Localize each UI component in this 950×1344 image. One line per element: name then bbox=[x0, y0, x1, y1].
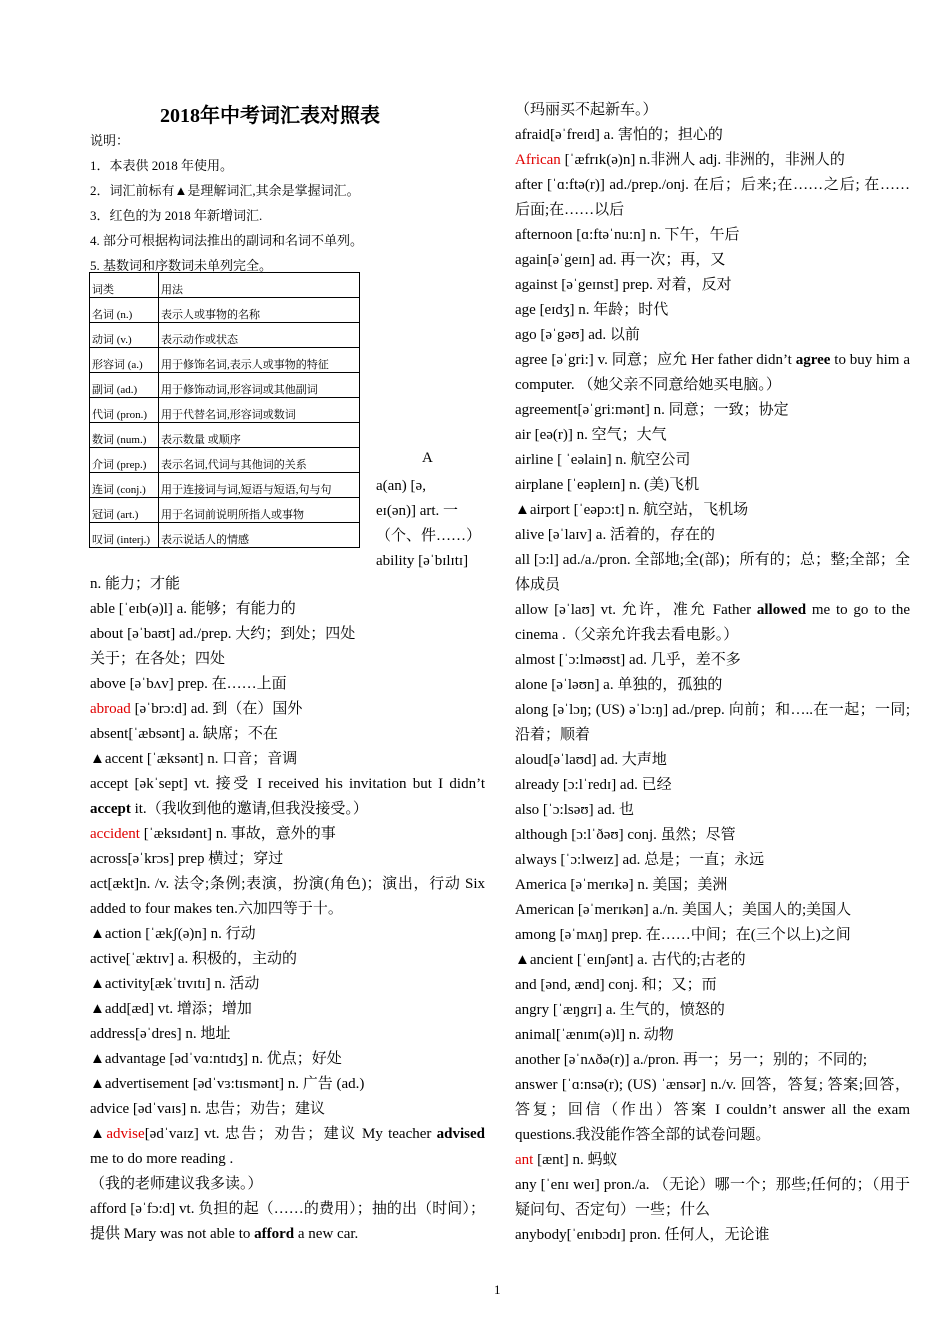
side-line: a(an) [ə, bbox=[376, 478, 426, 494]
side-line: ability [əˈbɪlɪtɪ] bbox=[376, 553, 469, 569]
word-entry: act[ækt]n. /v. 法令;条例;表演，扮演(角色)；演出，行动 Six added to four makes ten.六加四等于十。 bbox=[90, 876, 485, 917]
side-entries bbox=[376, 474, 486, 574]
part-of-speech-table bbox=[89, 272, 360, 548]
table-cell: 表示名词,代词与其他词的关系 bbox=[159, 448, 360, 473]
word-entry: absent[ˈæbsənt] a. 缺席；不在 bbox=[90, 726, 278, 742]
word-entry: about [əˈbaʊt] ad./prep. 大约；到处；四处 bbox=[90, 626, 356, 642]
table-header-row bbox=[90, 273, 360, 298]
word-entry: agreement[əˈgri:mənt] n. 同意；一致；协定 bbox=[515, 402, 789, 418]
word-entry: accept [əkˈsept] vt. 接受 I received his invitation but I didn’t accept it.（我收到他的邀请,但我没接受。） bbox=[90, 776, 485, 817]
word-entry: across[əˈkrɔs] prep 横过；穿过 bbox=[90, 851, 284, 867]
table-cell: 叹词 (interj.) bbox=[90, 523, 159, 548]
word-entry: accident [ˈæksɪdənt] n. 事故，意外的事 bbox=[90, 826, 336, 842]
word-entry: afternoon [ɑ:ftəˈnu:n] n. 下午，午后 bbox=[515, 227, 740, 243]
word-entry: airplane [ˈeəpleɪn] n. (美)飞机 bbox=[515, 477, 700, 493]
table-cell: 形容词 (a.) bbox=[90, 348, 159, 373]
word-entry: among [əˈmʌŋ] prep. 在……中间；在(三个以上)之间 bbox=[515, 927, 851, 943]
right-column bbox=[515, 98, 910, 1248]
word-entry: America [əˈmerɪkə] n. 美国；美洲 bbox=[515, 877, 728, 893]
table-cell: 用于代替名词,形容词或数词 bbox=[159, 398, 360, 423]
word-entry: American [əˈmerɪkən] a./n. 美国人；美国人的;美国人 bbox=[515, 902, 852, 918]
word-entry: against [əˈgeɪnst] prep. 对着，反对 bbox=[515, 277, 732, 293]
table-row bbox=[90, 523, 360, 548]
left-column bbox=[90, 572, 485, 1247]
word-entry: already [ɔ:lˈredɪ] ad. 已经 bbox=[515, 777, 672, 793]
table-row bbox=[90, 348, 360, 373]
word-entry: agree [əˈgri:] v. 同意；应允 Her father didn’t agree to buy him a computer. （她父亲不同意给她买电脑。） bbox=[515, 352, 910, 393]
word-entry: abroad [əˈbrɔ:d] ad. 到（在）国外 bbox=[90, 701, 303, 717]
table-row bbox=[90, 373, 360, 398]
word-entry: and [ənd, ænd] conj. 和；又；而 bbox=[515, 977, 717, 993]
page-number: 1 bbox=[494, 1282, 501, 1297]
table-cell: 表示动作或状态 bbox=[159, 323, 360, 348]
table-row bbox=[90, 298, 360, 323]
new-word: African bbox=[515, 152, 561, 168]
word-entry: anybody[ˈenɪbɔdɪ] pron. 任何人，无论谁 bbox=[515, 1227, 770, 1243]
new-word: advise bbox=[106, 1126, 145, 1142]
word-entry: after [ˈɑ:ftə(r)] ad./prep./onj. 在后；后来;在……之后; 在……后面;在……以后 bbox=[515, 177, 910, 218]
table-cell: 连词 (conj.) bbox=[90, 473, 159, 498]
page-title: 2018年中考词汇表对照表 bbox=[160, 105, 380, 127]
table-cell: 词类 bbox=[90, 273, 159, 298]
section-letter: A bbox=[422, 450, 433, 466]
note-item: 3．红色的为 2018 年新增词汇. bbox=[90, 208, 263, 223]
word-entry: any [ˈenɪ weɪ] pron./a. （无论）哪一个；那些;任何的；（用于疑问句、否定句）一些；什么 bbox=[515, 1177, 910, 1218]
notes-heading: 说明： bbox=[90, 133, 130, 148]
word-entry: answer [ˈɑ:nsə(r); (US) ˈænsər] n./v. 回答，答复; 答案;回答，答复；回信（作出）答案 I couldn’t answer all the exam questions.我没能作答全部的试卷问题。 bbox=[515, 1077, 910, 1143]
word-entry: ago [əˈgəʊ] ad. 以前 bbox=[515, 327, 640, 343]
word-entry: always [ˈɔ:lweɪz] ad. 总是；一直；永远 bbox=[515, 852, 765, 868]
word-entry: afraid[əˈfreɪd] a. 害怕的；担心的 bbox=[515, 127, 723, 143]
word-entry: another [əˈnʌðə(r)] a./pron. 再一；另一；别的；不同的; bbox=[515, 1052, 868, 1068]
word-entry: ▲ancient [ˈeɪnʃənt] a. 古代的;古老的 bbox=[515, 952, 746, 968]
word-entry: ant [ænt] n. 蚂蚁 bbox=[515, 1152, 618, 1168]
word-entry: age [eɪdʒ] n. 年龄；时代 bbox=[515, 302, 669, 318]
table-cell: 用于修饰动词,形容词或其他副词 bbox=[159, 373, 360, 398]
side-line: （个、件……） bbox=[376, 528, 482, 544]
note-item: 4. 部分可根据构词法推出的副词和名词不单列。 bbox=[90, 233, 364, 248]
table-cell: 代词 (pron.) bbox=[90, 398, 159, 423]
table-cell: 冠词 (art.) bbox=[90, 498, 159, 523]
word-entry: along [əˈlɔŋ; (US) əˈlɔ:ŋ] ad./prep. 向前；和…..在一起；一同;沿着；顺着 bbox=[515, 702, 910, 743]
word-entry: active[ˈæktɪv] a. 积极的，主动的 bbox=[90, 951, 298, 967]
word-entry: all [ɔ:l] ad./a./pron. 全部地;全(部)；所有的；总；整;全部；全体成员 bbox=[515, 552, 910, 593]
word-entry: ▲advantage [ədˈvɑ:ntɪdʒ] n. 优点；好处 bbox=[90, 1051, 342, 1067]
word-entry: almost [ˈɔ:lməʊst] ad. 几乎，差不多 bbox=[515, 652, 741, 668]
word-entry: able [ˈeɪb(ə)l] a. 能够；有能力的 bbox=[90, 601, 296, 617]
word-entry: above [əˈbʌv] prep. 在……上面 bbox=[90, 676, 287, 692]
side-line: eɪ(ən)] art. 一 bbox=[376, 503, 459, 519]
new-word: abroad bbox=[90, 701, 131, 717]
word-entry: n. 能力；才能 bbox=[90, 576, 181, 592]
table-cell: 用于修饰名词,表示人或事物的特征 bbox=[159, 348, 360, 373]
table-cell: 表示说话人的情感 bbox=[159, 523, 360, 548]
word-entry: ▲advise[ədˈvaɪz] vt. 忠告；劝告；建议 My teacher advised me to do more reading . bbox=[90, 1126, 485, 1167]
word-entry: African [ˈæfrɪk(ə)n] n.非洲人 adj. 非洲的，非洲人的 bbox=[515, 152, 845, 168]
word-entry: ▲action [ˈækʃ(ə)n] n. 行动 bbox=[90, 926, 256, 942]
word-entry: ▲activity[ækˈtɪvɪtɪ] n. 活动 bbox=[90, 976, 260, 992]
word-entry: animal[ˈænɪm(ə)l] n. 动物 bbox=[515, 1027, 674, 1043]
new-word: ant bbox=[515, 1152, 534, 1168]
table-row bbox=[90, 473, 360, 498]
word-entry: allow [əˈlaʊ] vt. 允许，准允 Father allowed me to go to the cinema .（父亲允许我去看电影。） bbox=[515, 602, 910, 643]
note-item: 5. 基数词和序数词未单列完全。 bbox=[90, 258, 273, 273]
word-entry: also [ˈɔ:lsəʊ] ad. 也 bbox=[515, 802, 635, 818]
word-entry: angry [ˈæŋgrɪ] a. 生气的，愤怒的 bbox=[515, 1002, 725, 1018]
table-row bbox=[90, 423, 360, 448]
word-entry: ▲airport [ˈeəpɔ:t] n. 航空站，飞机场 bbox=[515, 502, 749, 518]
table-cell: 用法 bbox=[159, 273, 360, 298]
table-cell: 副词 (ad.) bbox=[90, 373, 159, 398]
table-cell: 表示人或事物的名称 bbox=[159, 298, 360, 323]
word-entry: alone [əˈləʊn] a. 单独的，孤独的 bbox=[515, 677, 723, 693]
word-entry: again[əˈgeɪn] ad. 再一次；再，又 bbox=[515, 252, 726, 268]
table-cell: 名词 (n.) bbox=[90, 298, 159, 323]
note-item: 2．词汇前标有▲是理解词汇,其余是掌握词汇。 bbox=[90, 183, 360, 198]
table-row bbox=[90, 448, 360, 473]
word-entry: airline [ ˈeəlain] n. 航空公司 bbox=[515, 452, 691, 468]
table-cell: 用于名词前说明所指人或事物 bbox=[159, 498, 360, 523]
word-entry: advice [ədˈvaɪs] n. 忠告；劝告；建议 bbox=[90, 1101, 325, 1117]
table-cell: 表示数量 或顺序 bbox=[159, 423, 360, 448]
table-cell: 用于连接词与词,短语与短语,句与句 bbox=[159, 473, 360, 498]
notes bbox=[90, 128, 363, 278]
table-row bbox=[90, 323, 360, 348]
new-word: accident bbox=[90, 826, 140, 842]
word-entry: （玛丽买不起新车。） bbox=[515, 102, 658, 118]
word-entry: air [eə(r)] n. 空气；大气 bbox=[515, 427, 667, 443]
word-entry: afford [əˈfɔ:d] vt. 负担的起（……的费用）；抽的出（时间）；提供 Mary was not able to afford a new car. bbox=[90, 1201, 485, 1242]
table-cell: 动词 (v.) bbox=[90, 323, 159, 348]
word-entry: 关于；在各处；四处 bbox=[90, 651, 226, 667]
table-row bbox=[90, 498, 360, 523]
table-cell: 介词 (prep.) bbox=[90, 448, 159, 473]
word-entry: （我的老师建议我多读。） bbox=[90, 1176, 263, 1192]
word-entry: address[əˈdres] n. 地址 bbox=[90, 1026, 231, 1042]
table-cell: 数词 (num.) bbox=[90, 423, 159, 448]
word-entry: aloud[əˈlaʊd] ad. 大声地 bbox=[515, 752, 667, 768]
table-row bbox=[90, 398, 360, 423]
word-entry: although [ɔ:lˈðəʊ] conj. 虽然；尽管 bbox=[515, 827, 736, 843]
word-entry: alive [əˈlaɪv] a. 活着的，存在的 bbox=[515, 527, 715, 543]
word-entry: ▲advertisement [ədˈvɜ:tɪsmənt] n. 广告 (ad.) bbox=[90, 1076, 365, 1092]
word-entry: ▲accent [ˈæksənt] n. 口音；音调 bbox=[90, 751, 298, 767]
note-item: 1．本表供 2018 年使用。 bbox=[90, 158, 234, 173]
word-entry: ▲add[æd] vt. 增添；增加 bbox=[90, 1001, 252, 1017]
